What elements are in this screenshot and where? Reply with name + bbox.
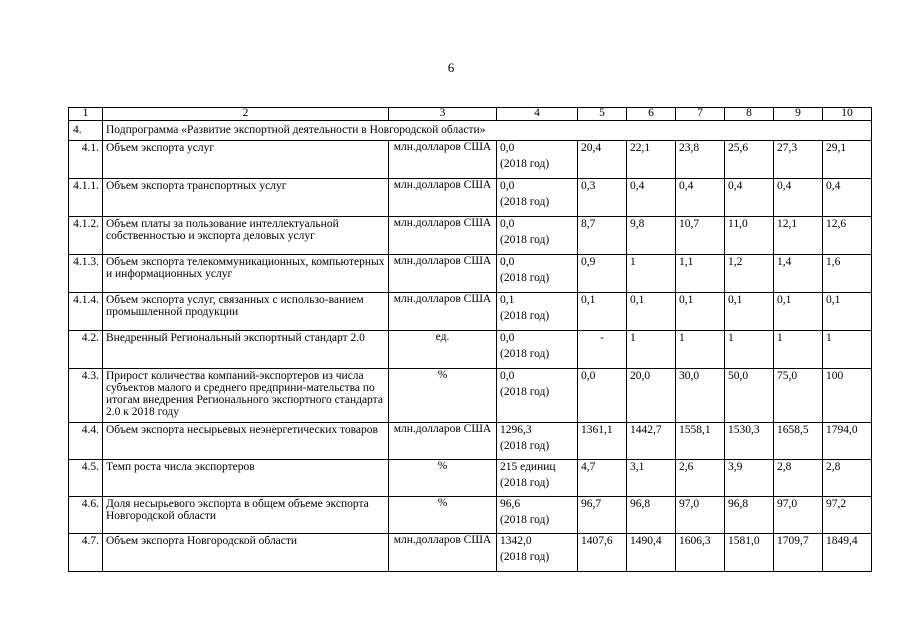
- target-value: 1606,3: [676, 534, 725, 572]
- row-number: 4.6.: [69, 497, 103, 534]
- base-year: (2018 год): [500, 348, 550, 360]
- target-value: 1581,0: [725, 534, 774, 572]
- target-value: 1,1: [676, 255, 725, 293]
- target-value: 1709,7: [774, 534, 823, 572]
- column-header: 6: [627, 108, 676, 121]
- column-number-row: [69, 108, 872, 121]
- target-value: 12,1: [774, 217, 823, 255]
- row-number: 4.1.1.: [69, 179, 103, 217]
- unit-of-measure: %: [389, 460, 497, 497]
- target-value: 12,6: [823, 217, 872, 255]
- target-value: 8,7: [578, 217, 627, 255]
- target-value: 10,7: [676, 217, 725, 255]
- target-value: 11,0: [725, 217, 774, 255]
- indicator-name: Объем экспорта услуг: [103, 141, 389, 179]
- column-header: 2: [103, 108, 389, 121]
- target-value: 50,0: [725, 369, 774, 423]
- base-value-cell: [497, 141, 578, 179]
- unit-of-measure: %: [389, 369, 497, 423]
- base-year: (2018 год): [500, 477, 550, 489]
- indicator-name: Объем экспорта Новгородской области: [103, 534, 389, 572]
- target-value: 0,1: [774, 293, 823, 331]
- target-value: 1530,3: [725, 423, 774, 460]
- base-year: (2018 год): [500, 196, 550, 208]
- unit-of-measure: млн.долларов США: [389, 141, 497, 179]
- target-value: 0,3: [578, 179, 627, 217]
- target-value: 0,1: [627, 293, 676, 331]
- indicator-name: Темп роста числа экспортеров: [103, 460, 389, 497]
- target-value: 1490,4: [627, 534, 676, 572]
- target-value: 2,6: [676, 460, 725, 497]
- target-value: 20,0: [627, 369, 676, 423]
- row-number: 4.5.: [69, 460, 103, 497]
- base-year: (2018 год): [500, 234, 550, 246]
- target-value: 2,8: [823, 460, 872, 497]
- target-value: 2,8: [774, 460, 823, 497]
- base-value: 1342,0: [500, 535, 532, 547]
- target-value: 0,4: [676, 179, 725, 217]
- base-value: 96,6: [500, 498, 521, 510]
- target-value: 1794,0: [823, 423, 872, 460]
- target-value: 1442,7: [627, 423, 676, 460]
- row-number: 4.1.4.: [69, 293, 103, 331]
- base-value: 0,0: [500, 332, 515, 344]
- target-value: 0,4: [823, 179, 872, 217]
- base-value-cell: [497, 460, 578, 497]
- target-value: 96,8: [725, 497, 774, 534]
- target-value: 75,0: [774, 369, 823, 423]
- target-value: 0,4: [774, 179, 823, 217]
- table-row: [69, 217, 872, 255]
- unit-of-measure: млн.долларов США: [389, 423, 497, 460]
- page-number: 6: [447, 60, 455, 75]
- section-number: 4.: [69, 121, 103, 141]
- base-year: (2018 год): [500, 386, 550, 398]
- unit-of-measure: %: [389, 497, 497, 534]
- table-row: [69, 460, 872, 497]
- base-year: (2018 год): [500, 310, 550, 322]
- base-year: (2018 год): [500, 272, 550, 284]
- base-value-cell: [497, 369, 578, 423]
- target-value: 29,1: [823, 141, 872, 179]
- target-value: 27,3: [774, 141, 823, 179]
- row-number: 4.2.: [69, 331, 103, 369]
- row-number: 4.4.: [69, 423, 103, 460]
- target-value: 1407,6: [578, 534, 627, 572]
- unit-of-measure: млн.долларов США: [389, 255, 497, 293]
- target-value: 1,6: [823, 255, 872, 293]
- base-value: 0,0: [500, 142, 515, 154]
- row-number: 4.7.: [69, 534, 103, 572]
- table-row: [69, 534, 872, 572]
- target-value: 97,0: [676, 497, 725, 534]
- target-value: 1361,1: [578, 423, 627, 460]
- indicator-name: Объем платы за пользование интеллектуальной собственностью и экспорта деловых услуг: [103, 217, 389, 255]
- column-header: 1: [69, 108, 103, 121]
- indicator-name: Объем экспорта телекоммуникационных, компьютерных и информационных услуг: [103, 255, 389, 293]
- base-value-cell: [497, 534, 578, 572]
- base-year: (2018 год): [500, 440, 550, 452]
- target-value: 97,0: [774, 497, 823, 534]
- column-header: 8: [725, 108, 774, 121]
- indicator-name: Внедренный Региональный экспортный стандарт 2.0: [103, 331, 389, 369]
- target-value: 1: [823, 331, 872, 369]
- unit-of-measure: ед.: [389, 331, 497, 369]
- base-year: (2018 год): [500, 514, 550, 526]
- base-value-cell: [497, 497, 578, 534]
- target-value: 0,1: [725, 293, 774, 331]
- row-number: 4.1.3.: [69, 255, 103, 293]
- unit-of-measure: млн.долларов США: [389, 293, 497, 331]
- target-value: 3,9: [725, 460, 774, 497]
- base-value-cell: [497, 217, 578, 255]
- base-year: (2018 год): [500, 551, 550, 563]
- target-value: 25,6: [725, 141, 774, 179]
- indicator-name: Объем экспорта транспортных услуг: [103, 179, 389, 217]
- target-value: 0,1: [823, 293, 872, 331]
- row-number: 4.1.2.: [69, 217, 103, 255]
- base-value: 215 единиц: [500, 461, 556, 473]
- column-header: 7: [676, 108, 725, 121]
- target-value: 0,9: [578, 255, 627, 293]
- table-row: [69, 293, 872, 331]
- base-value: 0,0: [500, 256, 515, 268]
- column-header: 9: [774, 108, 823, 121]
- target-value: -: [578, 331, 627, 369]
- target-value: 100: [823, 369, 872, 423]
- base-value: 1296,3: [500, 424, 532, 436]
- indicators-table: [68, 107, 872, 572]
- target-value: 96,7: [578, 497, 627, 534]
- target-value: 1,2: [725, 255, 774, 293]
- target-value: 1: [627, 331, 676, 369]
- base-value: 0,0: [500, 180, 515, 192]
- base-value-cell: [497, 179, 578, 217]
- target-value: 1: [774, 331, 823, 369]
- unit-of-measure: млн.долларов США: [389, 179, 497, 217]
- target-value: 30,0: [676, 369, 725, 423]
- column-header: 4: [497, 108, 578, 121]
- target-value: 1: [627, 255, 676, 293]
- target-value: 0,1: [676, 293, 725, 331]
- indicator-name: Объем экспорта услуг, связанных с использо-ванием промышленной продукции: [103, 293, 389, 331]
- base-value-cell: [497, 293, 578, 331]
- section-row: [69, 121, 872, 141]
- table-row: [69, 423, 872, 460]
- target-value: 4,7: [578, 460, 627, 497]
- target-value: 97,2: [823, 497, 872, 534]
- table-row: [69, 255, 872, 293]
- indicator-name: Объем экспорта несырьевых неэнергетических товаров: [103, 423, 389, 460]
- target-value: 23,8: [676, 141, 725, 179]
- target-value: 0,4: [627, 179, 676, 217]
- target-value: 0,0: [578, 369, 627, 423]
- base-value-cell: [497, 423, 578, 460]
- table-row: [69, 331, 872, 369]
- table-row: [69, 179, 872, 217]
- target-value: 22,1: [627, 141, 676, 179]
- table-row: [69, 497, 872, 534]
- target-value: 20,4: [578, 141, 627, 179]
- base-value: 0,0: [500, 370, 515, 382]
- target-value: 1849,4: [823, 534, 872, 572]
- table-row: [69, 369, 872, 423]
- target-value: 1558,1: [676, 423, 725, 460]
- unit-of-measure: млн.долларов США: [389, 217, 497, 255]
- row-number: 4.3.: [69, 369, 103, 423]
- target-value: 0,1: [578, 293, 627, 331]
- base-value-cell: [497, 331, 578, 369]
- unit-of-measure: млн.долларов США: [389, 534, 497, 572]
- column-header: 10: [823, 108, 872, 121]
- base-value: 0,1: [500, 294, 515, 306]
- indicator-name: Прирост количества компаний-экспортеров из числа субъектов малого и среднего предприни-мательства по итогам внедрения Регионального экспортного стандарта 2.0 к 2018 году: [103, 369, 389, 423]
- target-value: 1: [676, 331, 725, 369]
- target-value: 1658,5: [774, 423, 823, 460]
- base-value: 0,0: [500, 218, 515, 230]
- target-value: 3,1: [627, 460, 676, 497]
- target-value: 96,8: [627, 497, 676, 534]
- table-row: [69, 141, 872, 179]
- base-year: (2018 год): [500, 158, 550, 170]
- target-value: 0,4: [725, 179, 774, 217]
- target-value: 1,4: [774, 255, 823, 293]
- column-header: 5: [578, 108, 627, 121]
- target-value: 1: [725, 331, 774, 369]
- base-value-cell: [497, 255, 578, 293]
- indicator-name: Доля несырьевого экспорта в общем объеме экспорта Новгородской области: [103, 497, 389, 534]
- section-title: Подпрограмма «Развитие экспортной деятельности в Новгородской области»: [103, 121, 872, 141]
- row-number: 4.1.: [69, 141, 103, 179]
- column-header: 3: [389, 108, 497, 121]
- target-value: 9,8: [627, 217, 676, 255]
